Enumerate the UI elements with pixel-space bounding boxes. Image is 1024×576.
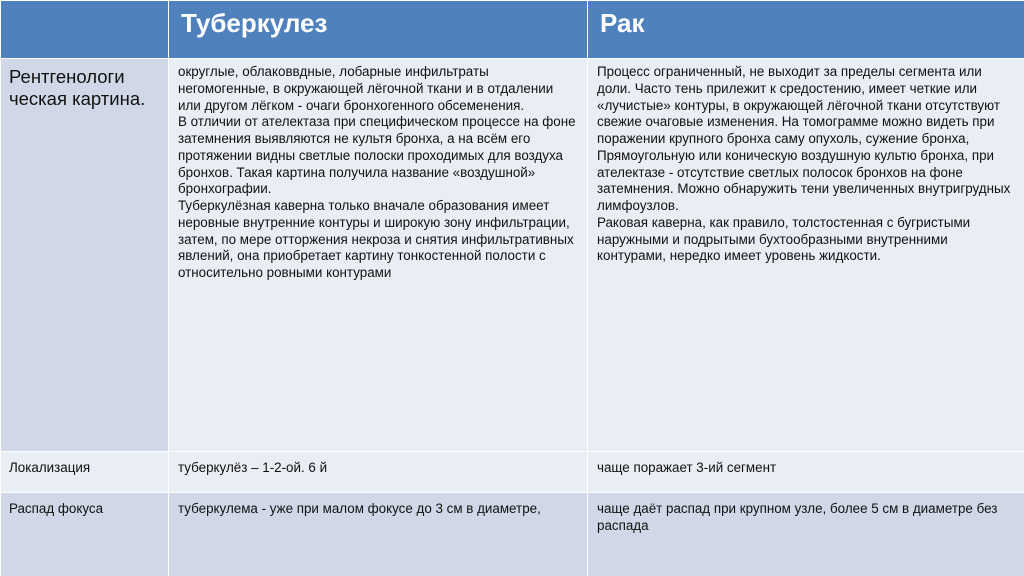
cell-cancer-localization: чаще поражает 3-ий сегмент	[588, 452, 1024, 493]
table-row-decay	[1, 493, 1024, 576]
table-row-localization	[1, 452, 1024, 493]
header-tuberculosis: Туберкулез	[169, 1, 588, 59]
table-header-row	[1, 1, 1024, 59]
row-label-decay: Распад фокуса	[1, 493, 169, 576]
cell-tb-xray-paragraph-3: Туберкулёзная каверна только вначале образования имеет неровные внутренние контуры и широкую зону инфильтрации, затем, по мере отторжения некроза и снятия инфильтративных явлений, она приобретает картину тонкостенной полости с относительно ровными контурами	[178, 198, 574, 280]
header-corner-cell	[1, 1, 169, 59]
row-label-localization: Локализация	[1, 452, 169, 493]
table-row-xray	[1, 59, 1024, 452]
cell-tb-localization: туберкулёз – 1-2-ой. 6 й	[169, 452, 588, 493]
cell-tb-xray-paragraph-2: В отличии от ателектаза при специфическом процессе на фоне затемнения выявляются не культя бронха, а на всём его протяжении видны светлые полоски проходимых для воздуха бронхов. Такая картина получила название «воздушной» бронхографии.	[178, 114, 576, 197]
cell-tb-xray	[169, 59, 588, 452]
cell-cancer-xray	[588, 59, 1024, 452]
header-cancer: Рак	[588, 1, 1024, 59]
cell-cancer-xray-paragraph-2: Раковая каверна, как правило, толстостенная с бугристыми наружными и подрытыми бухтообразными внутренними контурами, нередко имеет уровень жидкости.	[597, 214, 971, 264]
cell-cancer-decay: чаще даёт распад при крупном узле, более 5 см в диаметре без распада	[588, 493, 1024, 576]
cell-cancer-xray-paragraph-1: Процесс ограниченный, не выходит за пределы сегмента или доли. Часто тень прилежит к средостению, имеет четкие или «лучистые» контуры, в окружающей лёгочной ткани отсутствуют свежие очаговые изменения. На томограмме можно видеть при поражении крупного бронха саму опухоль, сужение бронха, Прямоугольную или коническую воздушную культю бронха, при ателектазе - отсутствие светлых полосок бронхов на фоне затемнения. Можно обнаружить тени увеличенных внутригрудных лимфоузлов.	[597, 64, 1011, 213]
cell-tb-xray-paragraph-1: округлые, облаковвдные, лобарные инфильтраты негомогенные, в окружающей лёгочной ткани и в отдалении или другом лёгком - очаги бронхогенного обсеменения.	[178, 64, 554, 113]
row-label-xray: Рентгенологи ческая картина.	[1, 59, 169, 452]
cell-tb-decay: туберкулема - уже при малом фокусе до 3 см в диаметре,	[169, 493, 588, 576]
